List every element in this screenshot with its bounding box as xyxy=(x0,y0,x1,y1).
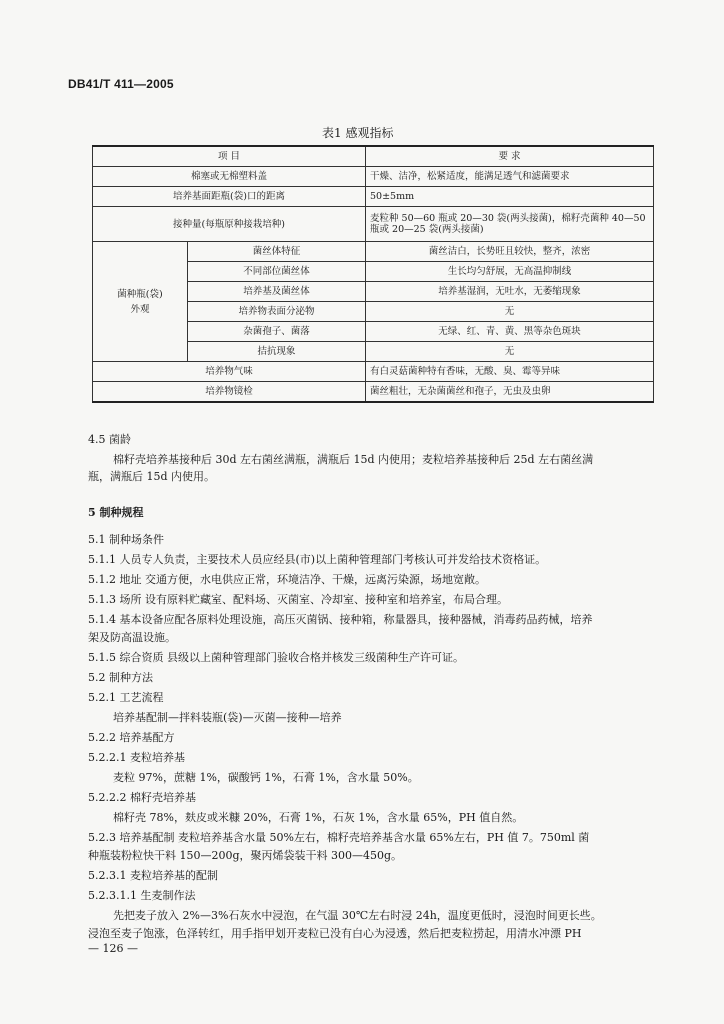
paragraph-line: 浸泡至麦子饱涨，色泽转红，用手指甲划开麦粒已没有白心为浸透，然后把麦粒捞起，用清水冲漂 PH xyxy=(88,927,582,940)
clause-5-2-3-cont: 种瓶装粉粒快干料 150—200g，聚丙烯袋装干料 300—450g。 xyxy=(88,849,403,862)
section-heading-5: 5 制种规程 xyxy=(88,506,144,519)
row-requirement: 无 xyxy=(366,342,654,362)
clause-5-1-4-cont: 架及防高温设施。 xyxy=(88,631,176,644)
row-requirement: 菌丝洁白，长势旺且较快，整齐，浓密 xyxy=(366,242,654,262)
row-item: 棉塞或无棉塑料盖 xyxy=(93,167,366,187)
row-requirement: 菌丝粗壮，无杂菌菌丝和孢子，无虫及虫卵 xyxy=(366,382,654,403)
row-item: 培养物气味 xyxy=(93,362,366,382)
table-header-row xyxy=(93,146,654,167)
row-item: 培养基及菌丝体 xyxy=(188,282,366,302)
clause-5-2-2-2: 5.2.2.2 棉籽壳培养基 xyxy=(88,791,196,804)
table-row xyxy=(93,362,654,382)
clause-5-2-3: 5.2.3 培养基配制 麦粒培养基含水量 50%左右，棉籽壳培养基含水量 65%左右，PH 值 7。750ml 菌 xyxy=(88,831,590,844)
section-heading-4-5: 4.5 菌龄 xyxy=(88,433,131,446)
row-item: 杂菌孢子、菌落 xyxy=(188,322,366,342)
formula-cottonseed: 棉籽壳 78%，麸皮或米糠 20%，石膏 1%，石灰 1%，含水量 65%，PH 值自然。 xyxy=(113,811,524,824)
section-heading-5-2: 5.2 制种方法 xyxy=(88,671,153,684)
row-item: 不同部位菌丝体 xyxy=(188,262,366,282)
row-item: 培养物镜检 xyxy=(93,382,366,403)
clause-5-1-5: 5.1.5 综合资质 县级以上菌种管理部门验收合格并核发三级菌种生产许可证。 xyxy=(88,651,464,664)
formula-wheat: 麦粒 97%，蔗糖 1%，碳酸钙 1%，石膏 1%，含水量 50%。 xyxy=(113,771,419,784)
row-requirement: 麦粒种 50—60 瓶或 20—30 袋(两头接菌)，棉籽壳菌种 40—50 瓶或 20—25 袋(两头接菌) xyxy=(366,207,654,242)
row-item: 拮抗现象 xyxy=(188,342,366,362)
row-item: 培养物表面分泌物 xyxy=(188,302,366,322)
group-label: 菌种瓶(袋) 外观 xyxy=(93,242,188,362)
clause-5-1-4: 5.1.4 基本设备应配各原料处理设施，高压灭菌锅、接种箱，称量器具，接种器械，消毒药品药械，培养 xyxy=(88,613,593,626)
clause-5-2-2-1: 5.2.2.1 麦粒培养基 xyxy=(88,751,185,764)
process-flow: 培养基配制—拌料装瓶(袋)—灭菌—接种—培养 xyxy=(113,711,342,724)
paragraph-line: 先把麦子放入 2%—3%石灰水中浸泡，在气温 30℃左右时浸 24h，温度更低时，浸泡时间更长些。 xyxy=(113,909,602,922)
table-row xyxy=(93,167,654,187)
table-row xyxy=(93,207,654,242)
clause-5-2-3-1-1: 5.2.3.1.1 生麦制作法 xyxy=(88,889,196,902)
paragraph-line: 棉籽壳培养基接种后 30d 左右菌丝满瓶，满瓶后 15d 内使用；麦粒培养基接种后 25d 左右菌丝满 xyxy=(113,453,594,466)
sensory-index-table xyxy=(92,145,654,403)
clause-5-2-3-1: 5.2.3.1 麦粒培养基的配制 xyxy=(88,869,218,882)
row-item: 菌丝体特征 xyxy=(188,242,366,262)
section-heading-5-1: 5.1 制种场条件 xyxy=(88,533,164,546)
clause-5-2-1: 5.2.1 工艺流程 xyxy=(88,691,164,704)
standard-code: DB41/T 411—2005 xyxy=(68,77,174,91)
header-item: 项 目 xyxy=(93,146,366,167)
page-number: — 126 — xyxy=(88,942,138,955)
clause-5-1-2: 5.1.2 地址 交通方便，水电供应正常，环境洁净、干燥，远离污染源，场地宽敞。 xyxy=(88,573,486,586)
clause-5-1-3: 5.1.3 场所 设有原料贮藏室、配料场、灭菌室、冷却室、接种室和培养室，布局合理。 xyxy=(88,593,508,606)
clause-5-1-1: 5.1.1 人员专人负责，主要技术人员应经县(市)以上菌种管理部门考核认可并发给技术资格证。 xyxy=(88,553,547,566)
clause-5-2-2: 5.2.2 培养基配方 xyxy=(88,731,175,744)
row-requirement: 无 xyxy=(366,302,654,322)
row-requirement: 50±5mm xyxy=(366,187,654,207)
row-item: 培养基面距瓶(袋)口的距离 xyxy=(93,187,366,207)
row-requirement: 干燥、洁净，松紧适度，能满足透气和滤菌要求 xyxy=(366,167,654,187)
table-caption: 表1 感观指标 xyxy=(322,126,394,140)
row-item: 接种量(每瓶原种接栽培种) xyxy=(93,207,366,242)
paragraph-line: 瓶，满瓶后 15d 内使用。 xyxy=(88,470,216,483)
header-requirement: 要 求 xyxy=(366,146,654,167)
table-row xyxy=(93,382,654,403)
table-row xyxy=(93,187,654,207)
row-requirement: 有白灵菇菌种特有香味，无酸、臭、霉等异味 xyxy=(366,362,654,382)
table-row xyxy=(93,242,654,262)
row-requirement: 生长均匀舒展，无高温抑制线 xyxy=(366,262,654,282)
row-requirement: 无绿、红、青、黄、黑等杂色斑块 xyxy=(366,322,654,342)
row-requirement: 培养基湿润，无吐水，无萎缩现象 xyxy=(366,282,654,302)
